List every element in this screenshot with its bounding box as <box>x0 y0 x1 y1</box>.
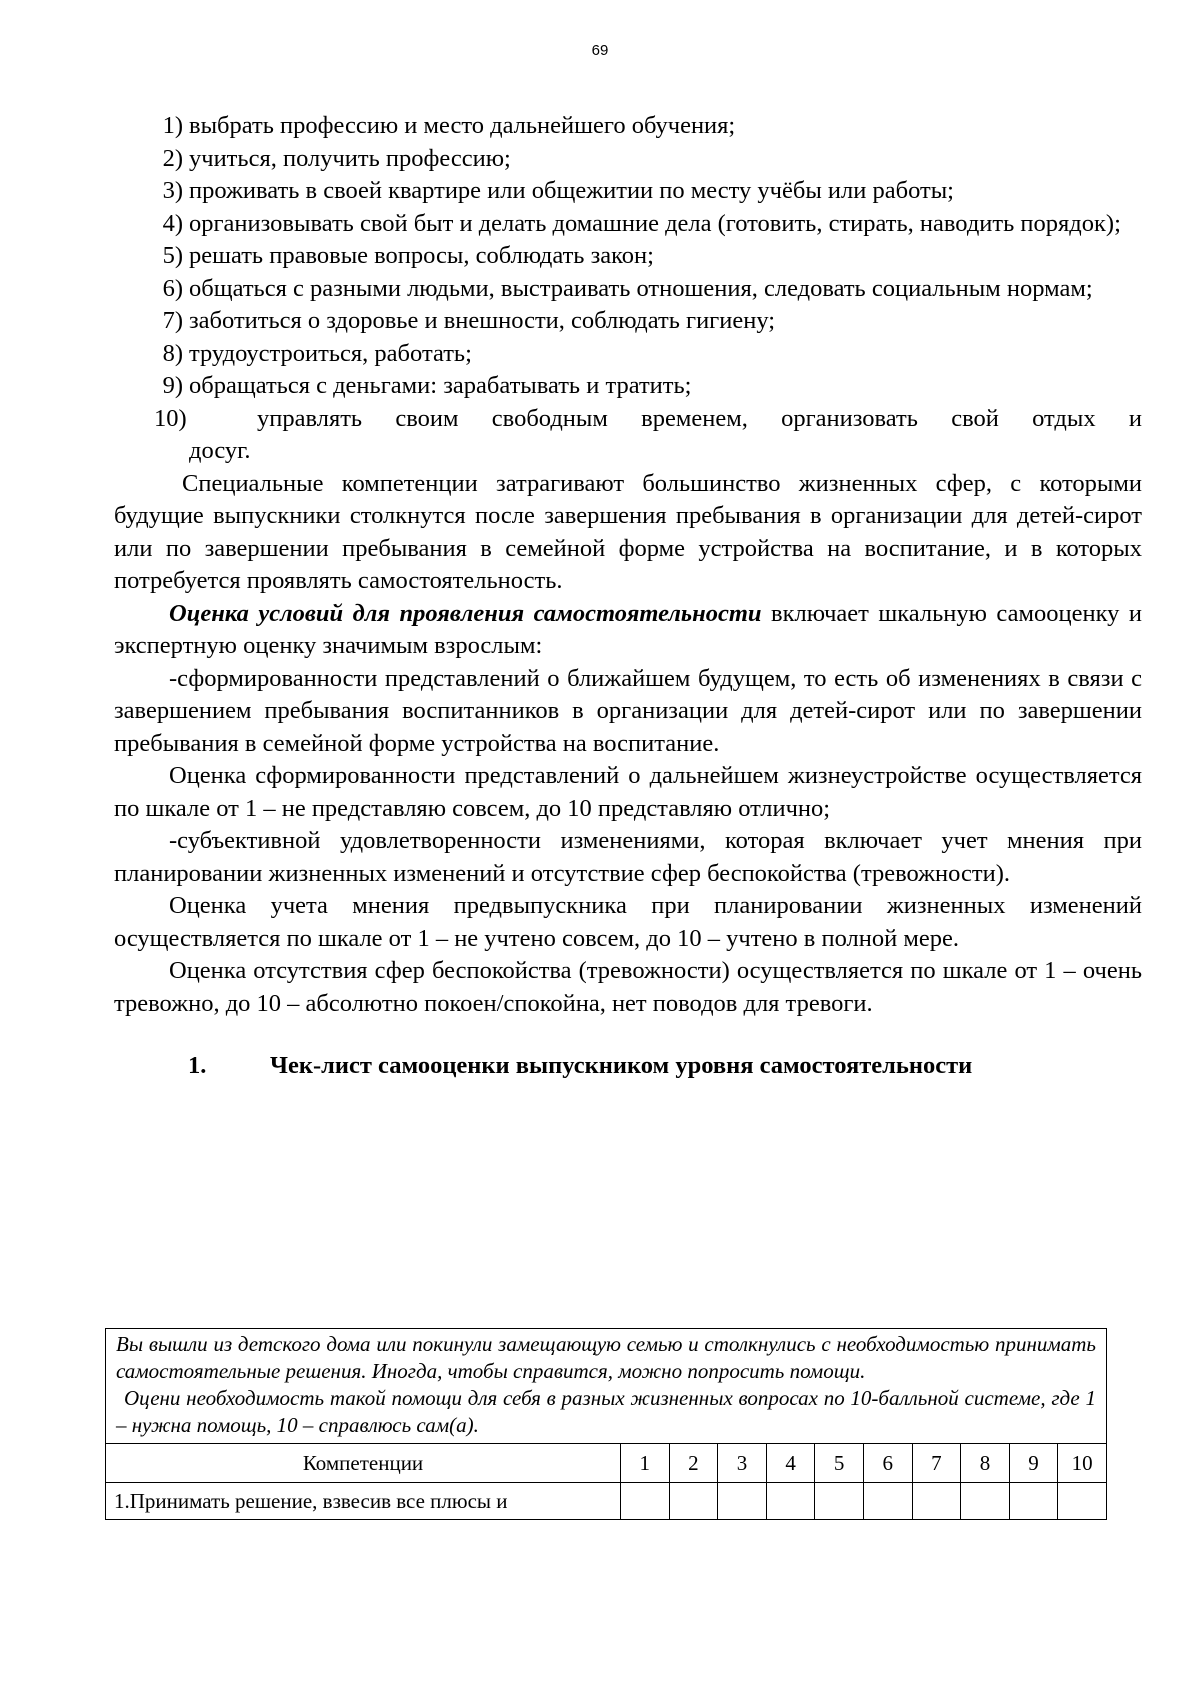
list-item <box>114 273 1142 306</box>
header-score: 7 <box>912 1444 961 1483</box>
list-item-text: трудоустроиться, работать; <box>189 339 472 367</box>
list-item <box>114 240 1142 273</box>
paragraph-dash-formedness: -сформированности представлений о ближайшем будущем, то есть об изменениях в связи с завершением пребывания воспитанников в организации для детей-сирот или по завершении пребывания в семейной форме устройства на воспитание. <box>114 664 1142 757</box>
table-intro-cell <box>106 1329 1107 1444</box>
list-item-text-continued: досуг. <box>189 437 251 464</box>
header-score: 1 <box>621 1444 670 1483</box>
score-cell[interactable] <box>961 1483 1010 1520</box>
list-item-text: учиться, получить профессию; <box>189 144 511 172</box>
checklist-table-wrapper <box>105 1328 1107 1520</box>
list-item <box>114 370 1142 403</box>
section-number: 1. <box>188 1052 207 1079</box>
score-cell[interactable] <box>1009 1483 1058 1520</box>
list-item-number: 6) <box>162 274 183 302</box>
page-number: 69 <box>591 42 609 59</box>
paragraph-assessment <box>114 598 1142 663</box>
header-score: 10 <box>1058 1444 1107 1483</box>
table-header-row <box>106 1444 1107 1483</box>
list-item <box>114 338 1142 371</box>
list-item-text: решать правовые вопросы, соблюдать закон; <box>189 242 654 269</box>
competency-label: 1.Принимать решение, взвесив все плюсы и <box>106 1483 621 1520</box>
list-item-number: 3) <box>162 177 183 204</box>
page-body <box>114 110 1142 1082</box>
list-item-number: 5) <box>162 242 183 269</box>
list-item <box>114 143 1142 176</box>
list-item-number: 9) <box>162 372 183 399</box>
table-instruction-text: Оцени необходимость такой помощи для себя в разных жизненных вопросах по 10-балльной системе, где 1 – нужна помощь, 10 – справлюсь сам(а). <box>116 1386 1096 1437</box>
list-item <box>114 110 1142 143</box>
assessment-text: включает шкальную самооценку и экспертную оценку значимым взрослым: <box>114 599 1142 659</box>
score-cell[interactable] <box>912 1483 961 1520</box>
list-item <box>114 403 1142 468</box>
score-cell[interactable] <box>815 1483 864 1520</box>
list-item-text: заботиться о здоровье и внешности, соблюдать гигиену; <box>189 307 776 334</box>
score-cell[interactable] <box>718 1483 767 1520</box>
list-item-number: 1) <box>162 112 183 139</box>
list-item <box>114 175 1142 208</box>
list-item-number: 2) <box>162 144 183 172</box>
header-score: 6 <box>863 1444 912 1483</box>
header-score: 2 <box>669 1444 718 1483</box>
list-item-text: проживать в своей квартире или общежитии по месту учёбы или работы; <box>189 177 954 204</box>
paragraph-dash-satisfaction: -субъективной удовлетворенности изменениями, которая включает учет мнения при планировании жизненных изменений и отсутствие сфер беспокойства (тревожности). <box>114 827 1142 887</box>
list-item-number: 10) <box>154 404 187 432</box>
paragraph-scale-anxiety: Оценка отсутствия сфер беспокойства (тревожности) осуществляется по шкале от 1 – очень тревожно, до 10 – абсолютно покоен/спокойна, нет поводов для тревоги. <box>114 957 1142 1017</box>
header-competencies: Компетенции <box>106 1444 621 1483</box>
header-score: 3 <box>718 1444 767 1483</box>
header-score: 5 <box>815 1444 864 1483</box>
list-item-text: общаться с разными людьми, выстраивать отношения, следовать социальным нормам; <box>189 274 1093 302</box>
score-cell[interactable] <box>1058 1483 1107 1520</box>
header-score: 9 <box>1009 1444 1058 1483</box>
paragraph-special-competencies: Специальные компетенции затрагивают большинство жизненных сфер, с которыми будущие выпускники столкнутся после завершения пребывания в организации для детей-сирот или по завершении пребывания в семейной форме устройства на воспитание, и в которых потребуется проявлять самостоятельность. <box>114 469 1142 594</box>
header-score: 4 <box>766 1444 815 1483</box>
list-item-number: 4) <box>162 209 183 237</box>
paragraph-scale-opinion: Оценка учета мнения предвыпускника при планировании жизненных изменений осуществляется по шкале от 1 – не учтено совсем, до 10 – учтено в полной мере. <box>114 892 1142 952</box>
list-item-text: обращаться с деньгами: зарабатывать и тратить; <box>189 372 692 399</box>
section-title: Чек-лист самооценки выпускником уровня самостоятельности <box>270 1052 973 1079</box>
assessment-emphasis: Оценка условий для проявления самостоятельности <box>169 599 762 627</box>
score-cell[interactable] <box>621 1483 670 1520</box>
list-item-text: выбрать профессию и место дальнейшего обучения; <box>189 112 736 139</box>
section-heading <box>114 1050 1142 1082</box>
table-intro-row <box>106 1329 1107 1444</box>
score-cell[interactable] <box>669 1483 718 1520</box>
checklist-table <box>105 1328 1107 1520</box>
list-item <box>114 305 1142 338</box>
list-item <box>114 208 1142 241</box>
paragraph-scale-formedness: Оценка сформированности представлений о дальнейшем жизнеустройстве осуществляется по шкале от 1 – не представляю совсем, до 10 представляю отлично; <box>114 762 1142 822</box>
table-row <box>106 1483 1107 1520</box>
skills-list <box>114 110 1142 468</box>
score-cell[interactable] <box>766 1483 815 1520</box>
list-item-text: организовывать свой быт и делать домашние дела (готовить, стирать, наводить порядок); <box>189 209 1121 237</box>
list-item-text: управлять своим свободным временем, организовать свой отдых и <box>257 404 1142 432</box>
table-intro-text: Вы вышли из детского дома или покинули замещающую семью и столкнулись с необходимостью принимать самостоятельные решения. Иногда, чтобы справится, можно попросить помощи. <box>116 1332 1096 1383</box>
list-item-number: 7) <box>162 307 183 334</box>
score-cell[interactable] <box>863 1483 912 1520</box>
header-score: 8 <box>961 1444 1010 1483</box>
list-item-number: 8) <box>162 339 183 367</box>
